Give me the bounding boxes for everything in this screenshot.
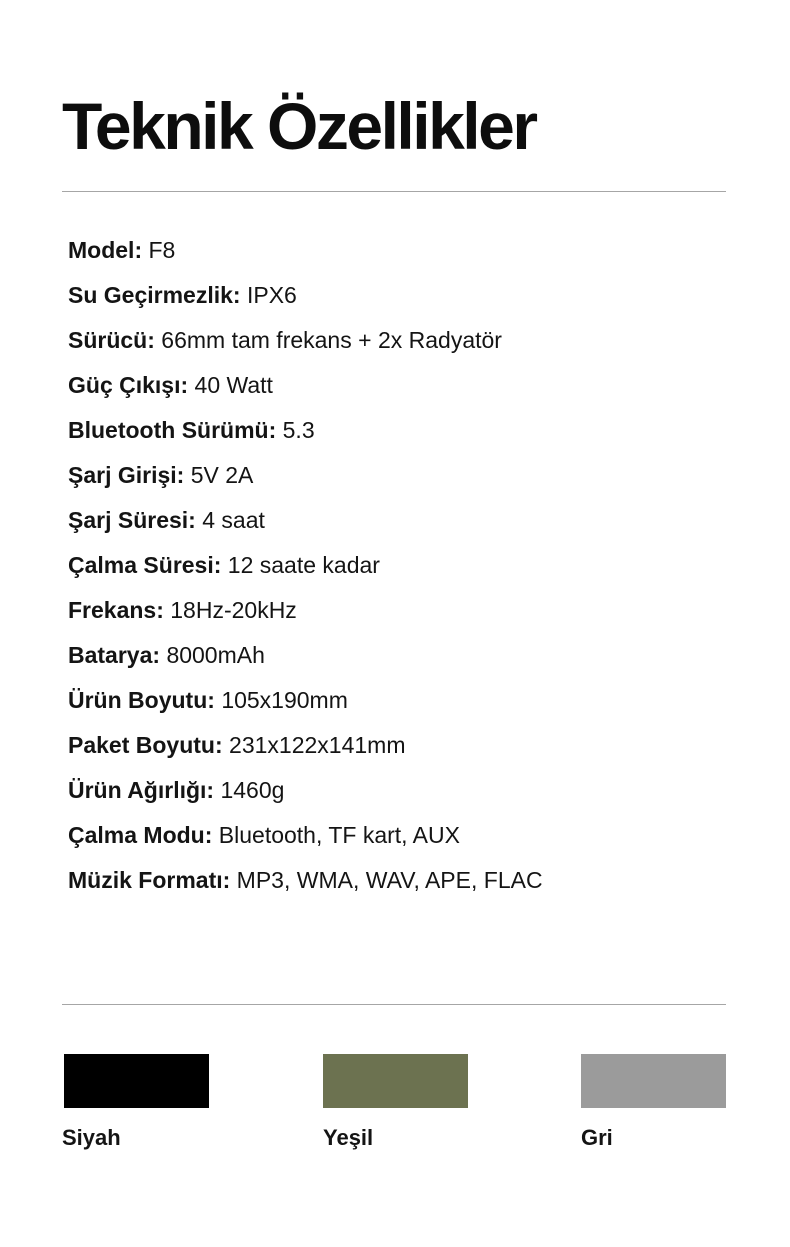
spec-label: Ürün Boyutu: bbox=[68, 687, 215, 713]
spec-label: Çalma Süresi: bbox=[68, 552, 222, 578]
spec-value: 5V 2A bbox=[190, 462, 254, 488]
spec-value: 66mm tam frekans + 2x Radyatör bbox=[161, 327, 502, 353]
spec-row-product-size bbox=[68, 678, 543, 723]
spec-value: 8000mAh bbox=[166, 642, 265, 668]
bottom-divider bbox=[62, 1004, 726, 1005]
spec-row-product-weight bbox=[68, 768, 543, 813]
spec-value: MP3, WMA, WAV, APE, FLAC bbox=[236, 867, 543, 893]
spec-row-charging-input bbox=[68, 453, 543, 498]
spec-label: Batarya: bbox=[68, 642, 161, 668]
spec-row-music-format bbox=[68, 858, 543, 903]
spec-value: F8 bbox=[148, 237, 176, 263]
page-title: Teknik Özellikler bbox=[62, 89, 536, 163]
spec-label: Bluetooth Sürümü: bbox=[68, 417, 277, 443]
spec-value: 5.3 bbox=[282, 417, 315, 443]
color-swatch-green[interactable] bbox=[323, 1054, 468, 1108]
color-swatch-black[interactable] bbox=[64, 1054, 209, 1108]
spec-row-driver bbox=[68, 318, 543, 363]
color-label-black: Siyah bbox=[62, 1125, 121, 1150]
spec-row-power-output bbox=[68, 363, 543, 408]
spec-label: Ürün Ağırlığı: bbox=[68, 777, 215, 803]
spec-label: Çalma Modu: bbox=[68, 822, 213, 848]
spec-row-bluetooth-version bbox=[68, 408, 543, 453]
spec-label: Paket Boyutu: bbox=[68, 732, 223, 758]
top-divider bbox=[62, 191, 726, 192]
spec-row-package-size bbox=[68, 723, 543, 768]
color-label-green: Yeşil bbox=[323, 1125, 374, 1150]
spec-value: 18Hz-20kHz bbox=[170, 597, 297, 623]
spec-row-charging-time bbox=[68, 498, 543, 543]
spec-label: Şarj Girişi: bbox=[68, 462, 185, 488]
color-label-gray: Gri bbox=[581, 1125, 613, 1150]
spec-value: Bluetooth, TF kart, AUX bbox=[218, 822, 460, 848]
spec-label: Müzik Formatı: bbox=[68, 867, 231, 893]
spec-label: Güç Çıkışı: bbox=[68, 372, 189, 398]
spec-value: IPX6 bbox=[246, 282, 297, 308]
spec-row-water-resistance bbox=[68, 273, 543, 318]
spec-row-play-time bbox=[68, 543, 543, 588]
spec-label: Sürücü: bbox=[68, 327, 155, 353]
spec-label: Su Geçirmezlik: bbox=[68, 282, 241, 308]
spec-list bbox=[68, 228, 543, 903]
spec-label: Model: bbox=[68, 237, 143, 263]
spec-label: Frekans: bbox=[68, 597, 164, 623]
spec-label: Şarj Süresi: bbox=[68, 507, 196, 533]
spec-row-model bbox=[68, 228, 543, 273]
spec-value: 231x122x141mm bbox=[229, 732, 406, 758]
color-swatch-gray[interactable] bbox=[581, 1054, 726, 1108]
spec-value: 12 saate kadar bbox=[227, 552, 380, 578]
spec-value: 105x190mm bbox=[221, 687, 348, 713]
spec-value: 40 Watt bbox=[194, 372, 273, 398]
spec-value: 1460g bbox=[220, 777, 285, 803]
spec-value: 4 saat bbox=[202, 507, 265, 533]
spec-row-frequency bbox=[68, 588, 543, 633]
spec-row-play-mode bbox=[68, 813, 543, 858]
spec-row-battery bbox=[68, 633, 543, 678]
